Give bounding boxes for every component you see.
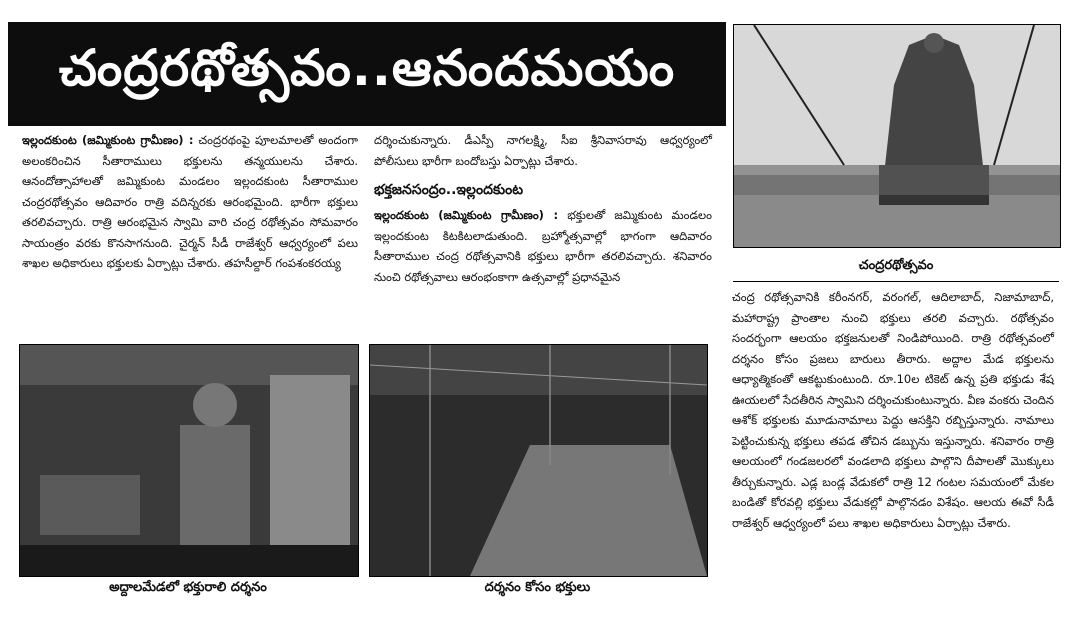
- article-subheading: భక్తజనసంద్రం..ఇల్లందకుంట: [374, 182, 524, 198]
- caption-divider: [733, 281, 1059, 282]
- mirror-hall-caption: అద్దాలమేడలో భక్తురాలి దర్శనం: [109, 580, 267, 595]
- queue-photo: [369, 344, 708, 577]
- headline: చంద్రరథోత్సవం..ఆనందమయం: [8, 22, 726, 126]
- article-dateline: ఇల్లందకుంట (జమ్మికుంట గ్రామీణం) :: [22, 133, 194, 147]
- chariot-caption: చంద్రరథోత్సవం: [858, 258, 934, 273]
- article-column-1: [22, 130, 358, 274]
- article-text-col1: చంద్రరథంపై పూలమాలతో అందంగా అలంకరించిన సీతారాములు భక్తులను తన్మయులను చేశారు. ఆనందోత్సాహాలతో జమ్మికుంట మండలం ఇల్లందకుంట సీతారాముల చంద్రరథోత్సవం ఆదివారం రాత్రి వదిన్నరకు ఆరంభమైంది. భారీగా భక్తులు తరలివచ్చారు. రాత్రి ఆరంభమైన స్వామి వారి చంద్ర రథోత్సవం సోమవారం సాయంత్రం వరకు కొనసాగనుంది. చైర్మన్ సీడీ రాజేశ్వర్ ఆధ్వర్యంలో పలు శాఖల అధికారులు భక్తులకు ఏర్పాట్లు చేశారు. తహసీల్దార్ గంపశంకరయ్య: [22, 133, 358, 270]
- article-text-col2: దర్శించుకున్నారు. డీఎస్పీ నాగలక్ష్మి, సీఐ శ్రీనివాసరావు ఆధ్వర్యంలో పోలీసులు భారీగా బందోబస్తు ఏర్పాట్లు చేశారు.: [374, 133, 712, 168]
- article-column-3: [732, 287, 1054, 533]
- queue-caption: దర్శనం కోసం భక్తులు: [484, 580, 591, 595]
- mirror-hall-photo: [19, 344, 359, 577]
- article-text-col3: చంద్ర రథోత్సవానికి కరీంనగర్, వరంగల్, ఆదిలాబాద్, నిజామాబాద్, మహారాష్ట్ర ప్రాంతాల నుంచి భక్తులు తరలి వచ్చారు. రథోత్సవం సందర్భంగా ఆలయం భక్తజనులతో నిండిపోయింది. రాత్రి రథోత్సవంలో దర్శనం కోసం ప్రజలు బారులు తీరారు. అద్దాల మేడ భక్తులను ఆధ్యాత్మికంతో ఆకట్టుకుంటుంది. రూ.10ల టికెట్ ఉన్న ప్రతి భక్తుడు శేష ఊయలలో సేదతీరిన స్వామిని దర్శించుకుంటున్నారు. వీణ వంకరు చెందిన ఆశోక్ భక్తులకు మూడునామాలు పెద్దు ఆసక్తిని రబ్బిస్తున్నారు. నామాలు పెట్టించుకున్న భక్తులు తపడ తోచిన డబ్బును ఇస్తున్నారు. శనివారం రాత్రి ఆలయంలో గండజలరలో వండలాది భక్తులు పాల్గొని దీపాలతో మొక్కులు తీర్చుకున్నారు. ఎడ్ల బండ్ల వేడుకలో రాత్రి 12 గంటల సమయంలో మేకల బండితో కోరవల్లి భక్తులు వేడుకల్లో పాల్గొనడం విశేషం. ఆలయ ఈవో సీడీ రాజేశ్వర్ ఆధ్వర్యంలో పలు శాఖల అధికారులు ఏర్పాట్లు చేశారు.: [732, 290, 1054, 530]
- article-column-2: [374, 130, 712, 287]
- article-text-col2b: భక్తులతో జమ్మికుంట మండలం ఇల్లందకుంట కిటకిటలాడుతుంది. బ్రహ్మోత్సవాల్లో భాగంగా ఆదివారం సీతారాముల చంద్ర రథోత్సవానికి భక్తులు భారీగా తరలివచ్చారు. శనివారం నుంచి రథోత్సవాలు ఆరంభంకాగా ఉత్సవాల్లో ప్రధానమైన: [374, 208, 712, 284]
- chariot-photo: [733, 24, 1061, 248]
- article-dateline-2: ఇల్లందకుంట (జమ్మికుంట గ్రామీణం) :: [374, 208, 559, 222]
